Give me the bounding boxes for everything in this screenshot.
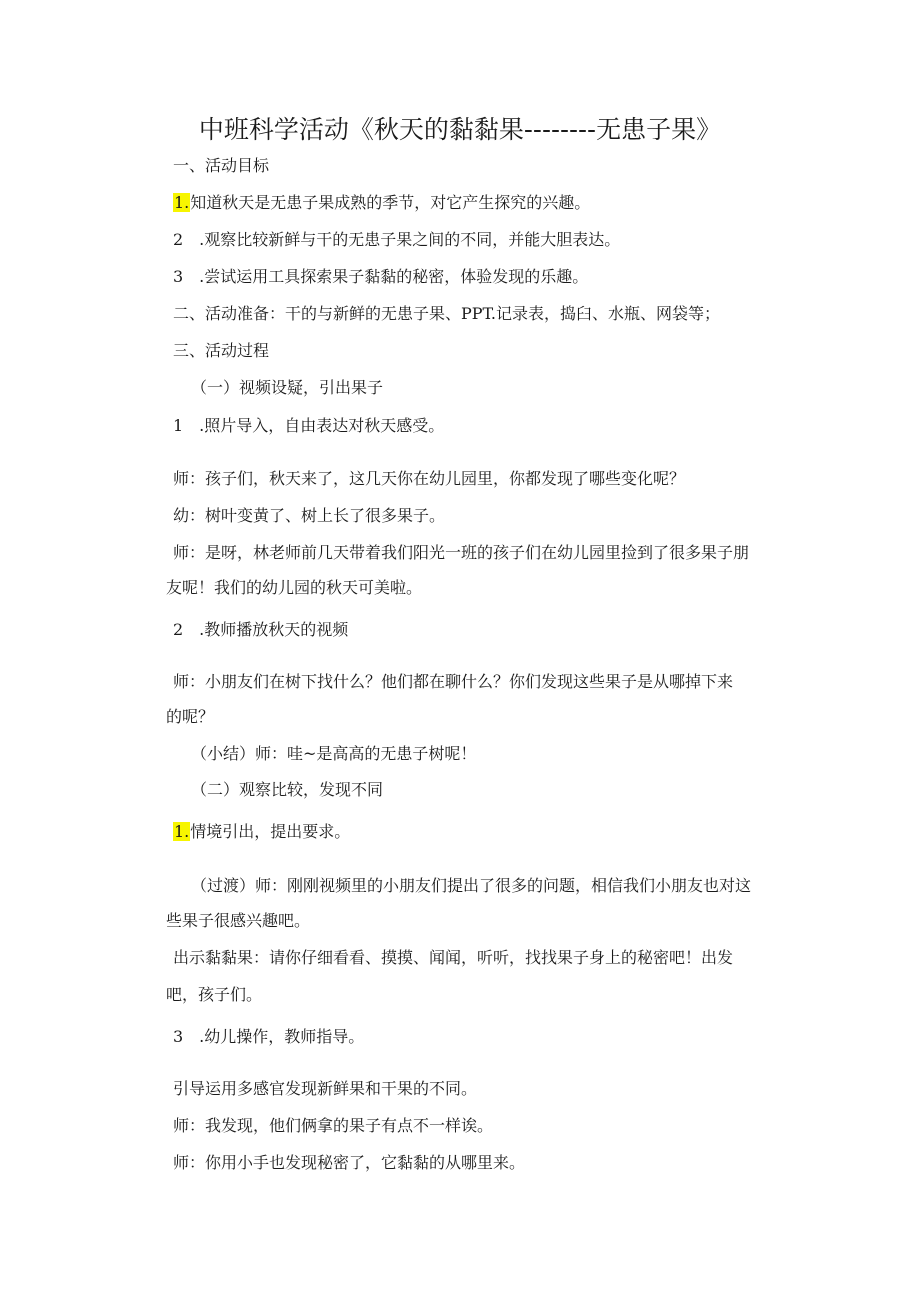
guide-line: 引导运用多感官发现新鲜果和干果的不同。 — [173, 1079, 478, 1098]
show-fruit-line-2: 吧，孩子们。 — [166, 985, 263, 1004]
goal-item-1-text: 知道秋天是无患子果成熟的季节，对它产生探究的兴趣。 — [190, 193, 591, 212]
subsection-1: （一）视频设疑，引出果子 — [191, 378, 384, 397]
section-heading-preparation: 二、活动准备：干的与新鲜的无患子果、PPT.记录表，捣臼、水瓶、网袋等； — [173, 304, 720, 323]
transition-line-2: 些果子很感兴趣吧。 — [166, 911, 311, 930]
dialog-teacher-3-line-1: 师：小朋友们在树下找什么？他们都在聊什么？你们发现这些果子是从哪掉下来 — [173, 672, 734, 691]
goal-item-3: 3 .尝试运用工具探索果子黏黏的秘密，体验发现的乐趣。 — [173, 267, 589, 286]
highlighted-number: 1. — [174, 193, 190, 212]
step-2-1-text: 情境引出，提出要求。 — [190, 822, 351, 841]
dialog-teacher-2-line-2: 友呢！我们的幼儿园的秋天可美啦。 — [166, 578, 423, 597]
summary: （小结）师：哇~是高高的无患子树呢！ — [191, 744, 477, 763]
step-2-1 — [173, 821, 350, 843]
section-heading-goals: 一、活动目标 — [173, 156, 270, 175]
step-1-1: 1 .照片导入，自由表达对秋天感受。 — [173, 416, 445, 435]
section-heading-process: 三、活动过程 — [173, 341, 270, 360]
highlighted-number: 1. — [174, 822, 190, 841]
goal-item-2: 2 .观察比较新鲜与干的无患子果之间的不同，并能大胆表达。 — [173, 230, 621, 249]
dialog-teacher-4: 师：我发现，他们俩拿的果子有点不一样诶。 — [173, 1116, 494, 1135]
dialog-teacher-3-line-2: 的呢？ — [166, 707, 215, 726]
dialog-teacher-1: 师：孩子们，秋天来了，这几天你在幼儿园里，你都发现了哪些变化呢？ — [173, 469, 686, 488]
dialog-child-1: 幼：树叶变黄了、树上长了很多果子。 — [173, 506, 446, 525]
show-fruit-line-1: 出示黏黏果：请你仔细看看、摸摸、闻闻，听听，找找果子身上的秘密吧！出发 — [173, 948, 734, 967]
step-2-3: 3 .幼儿操作，教师指导。 — [173, 1027, 365, 1046]
transition-line-1: （过渡）师：刚刚视频里的小朋友们提出了很多的问题，相信我们小朋友也对这 — [191, 876, 752, 895]
subsection-2: （二）观察比较，发现不同 — [191, 780, 384, 799]
goal-item-1 — [173, 192, 590, 214]
dialog-teacher-5: 师：你用小手也发现秘密了，它黏黏的从哪里来。 — [173, 1153, 526, 1172]
step-1-2: 2 .教师播放秋天的视频 — [173, 620, 349, 639]
document-title: 中班科学活动《秋天的黏黏果--------无患子果》 — [198, 115, 722, 144]
dialog-teacher-2-line-1: 师：是呀，林老师前几天带着我们阳光一班的孩子们在幼儿园里捡到了很多果子朋 — [173, 543, 750, 562]
